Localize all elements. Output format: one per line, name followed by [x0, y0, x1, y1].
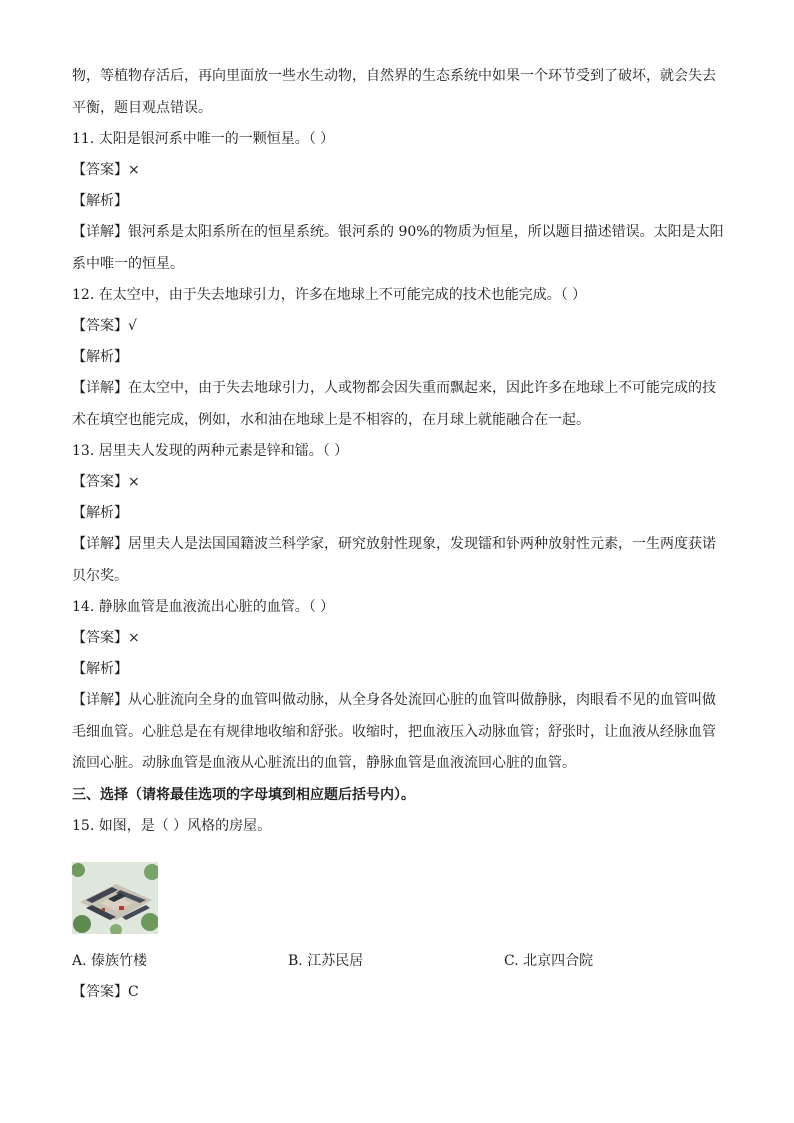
analysis-label: 【解析】: [72, 349, 128, 365]
option-c: C. 北京四合院: [504, 953, 594, 969]
explanation-text: 贝尔奖。: [72, 568, 128, 584]
text-line: 平衡，题目观点错误。: [72, 100, 212, 116]
explanation-text: 流回心脏。动脉血管是血液从心脏流出的血管，静脉血管是血液流回心脏的血管。: [72, 755, 576, 771]
explanation-text: 【详解】银河系是太阳系所在的恒星系统。银河系的 90%的物质为恒星，所以题目描述错误。太阳是太阳: [72, 224, 724, 240]
question-11: 11. 太阳是银河系中唯一的一颗恒星。（ ）: [72, 131, 335, 147]
option-b: B. 江苏民居: [288, 953, 364, 969]
answer-label: 【答案】×: [72, 630, 140, 646]
answer-label: 【答案】√: [72, 318, 137, 334]
section-heading: 三、选择（请将最佳选项的字母填到相应题后括号内）。: [72, 787, 415, 803]
explanation-text: 毛细血管。心脏总是在有规律地收缩和舒张。收缩时，把血液压入动脉血管；舒张时，让血液从经脉血管: [72, 724, 716, 740]
question-14: 14. 静脉血管是血液流出心脏的血管。（ ）: [72, 599, 335, 615]
courtyard-house-image: [72, 862, 158, 934]
option-a: A. 傣族竹楼: [72, 953, 148, 969]
explanation-text: 【详解】从心脏流向全身的血管叫做动脉，从全身各处流回心脏的血管叫做静脉，肉眼看不见的血管叫做: [72, 692, 716, 708]
answer-label: 【答案】C: [72, 984, 139, 1000]
analysis-label: 【解析】: [72, 505, 128, 521]
explanation-text: 术在填空也能完成，例如，水和油在地球上是不相容的，在月球上就能融合在一起。: [72, 412, 590, 428]
explanation-text: 【详解】居里夫人是法国国籍波兰科学家，研究放射性现象，发现镭和钋两种放射性元素，一生两度获诺: [72, 536, 716, 552]
text-line: 物，等植物存活后，再向里面放一些水生动物，自然界的生态系统中如果一个环节受到了破坏，就会失去: [72, 68, 716, 84]
explanation-text: 【详解】在太空中，由于失去地球引力，人或物都会因失重而飘起来，因此许多在地球上不可能完成的技: [72, 380, 716, 396]
analysis-label: 【解析】: [72, 661, 128, 677]
courtyard-house-aerial-icon: [72, 862, 158, 934]
explanation-text: 系中唯一的恒星。: [72, 256, 184, 272]
answer-label: 【答案】×: [72, 162, 140, 178]
question-15: 15. 如图，是（ ）风格的房屋。: [72, 818, 272, 834]
analysis-label: 【解析】: [72, 193, 128, 209]
question-13: 13. 居里夫人发现的两种元素是锌和镭。（ ）: [72, 443, 349, 459]
answer-label: 【答案】×: [72, 474, 140, 490]
question-12: 12. 在太空中，由于失去地球引力，许多在地球上不可能完成的技术也能完成。（ ）: [72, 287, 587, 303]
